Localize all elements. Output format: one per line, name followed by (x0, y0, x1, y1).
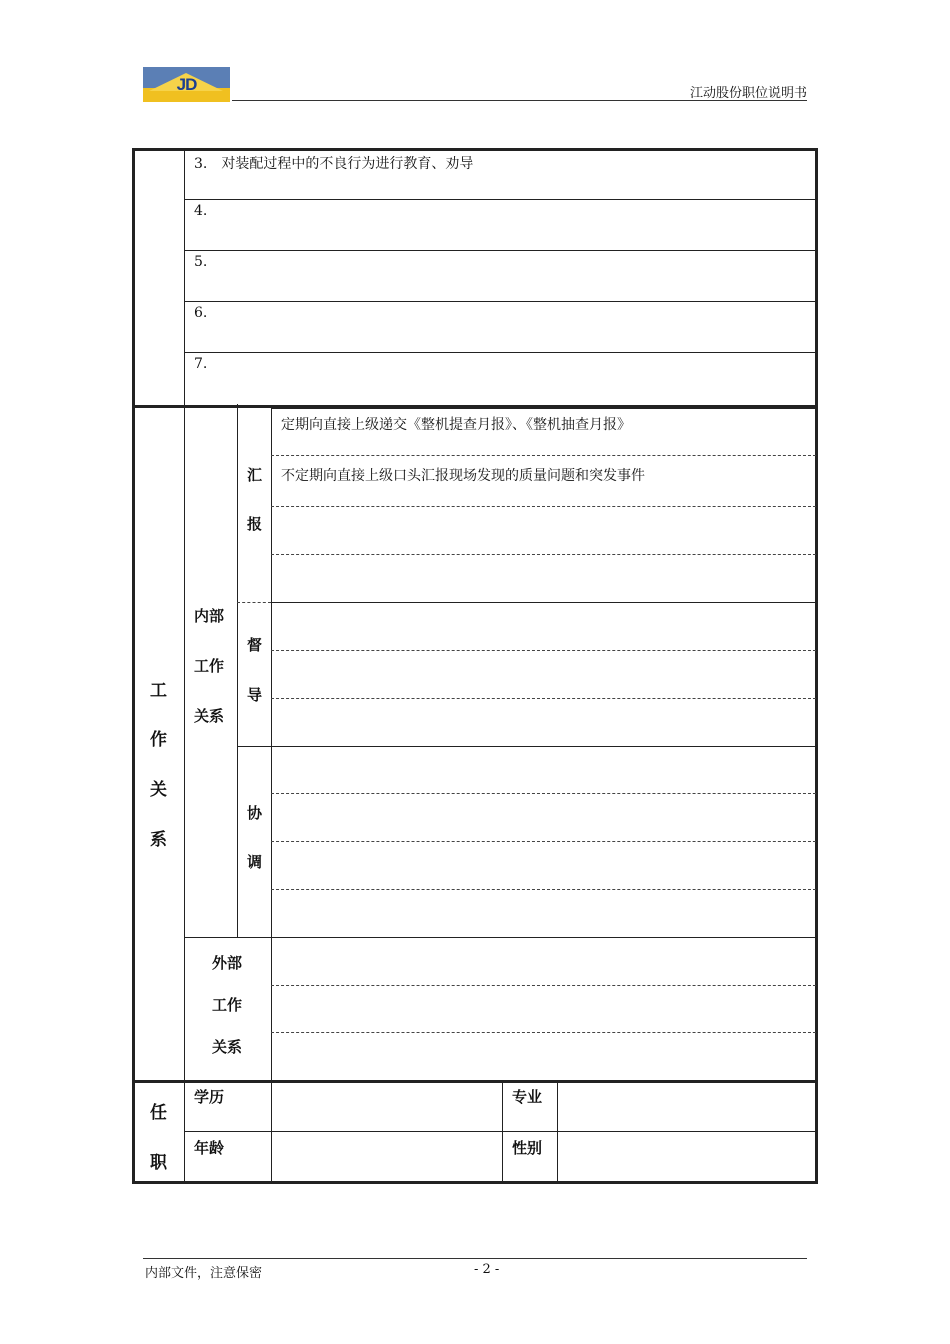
footer-rule (143, 1258, 807, 1259)
internal-relations-label: 内部 (194, 607, 225, 625)
report-label: 汇 (247, 466, 263, 484)
section-label-qualification: 任 (150, 1103, 167, 1123)
company-logo: JD (143, 67, 230, 102)
section-label-work-relations: 工 (150, 681, 167, 701)
report-row: 不定期向直接上级口头汇报现场发现的质量问题和突发事件 (281, 468, 645, 484)
coordinate-label: 协 (247, 804, 263, 822)
gender-label: 性别 (512, 1139, 543, 1157)
duty-row: 7. (194, 356, 208, 372)
duty-row: 4. (194, 203, 208, 219)
duty-row: 5. (194, 254, 208, 270)
duty-row: 6. (194, 305, 208, 321)
education-label: 学历 (194, 1088, 225, 1106)
report-row: 定期向直接上级递交《整机提查月报》、《整机抽查月报》 (281, 417, 631, 433)
duty-row: 3. 对装配过程中的不良行为进行教育、劝导 (194, 156, 474, 172)
major-label: 专业 (512, 1088, 543, 1106)
confidential-note: 内部文件，注意保密 (145, 1266, 263, 1281)
external-relations-label: 外部 (212, 954, 243, 972)
table-border (132, 148, 818, 151)
document-title: 江动股份职位说明书 (689, 86, 807, 101)
supervise-label: 督 (247, 636, 263, 654)
page-number: - 2 - (474, 1262, 500, 1277)
age-label: 年龄 (194, 1139, 225, 1157)
